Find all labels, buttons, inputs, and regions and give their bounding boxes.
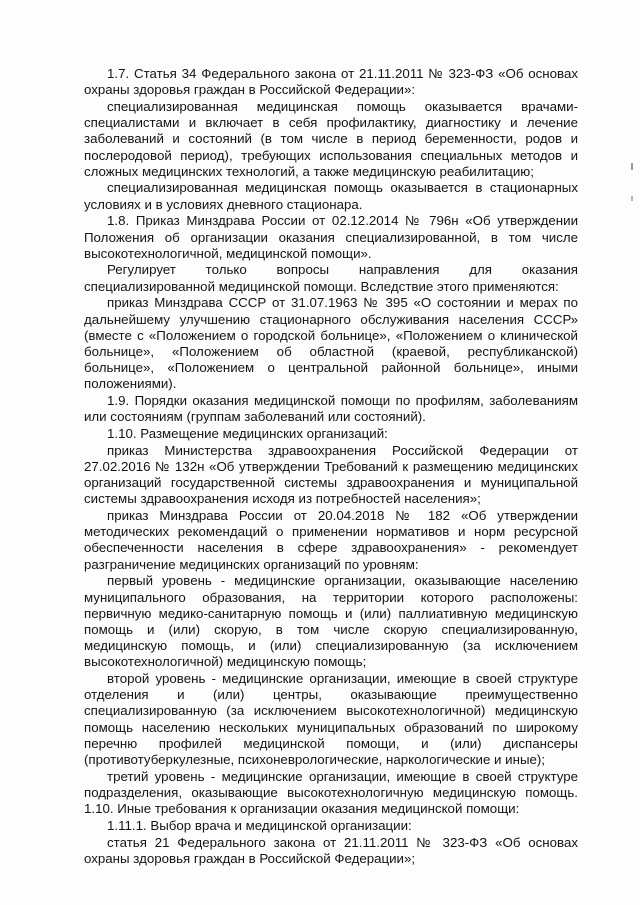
paragraph: Регулирует только вопросы направления для оказания специализированной медицинской помощи. Вследствие этого применяются: [84, 262, 578, 294]
scan-mark [631, 163, 633, 170]
document-body [84, 66, 578, 867]
paragraph: статья 21 Федерального закона от 21.11.2011 № 323-ФЗ «Об основах охраны здоровья граждан в Российской Федерации»; [84, 834, 578, 866]
paragraph: приказ Минздрава России от 20.04.2018 № 182 «Об утверждении методических рекомендаций о применении нормативов и норм ресурсной обеспеченности населения в сфере здравоохранения» - рекомендует разграничение медицинских организаций по уровням: [84, 507, 578, 572]
paragraph: 1.11.1. Выбор врача и медицинской организации: [107, 817, 412, 833]
paragraph: приказ Минздрава СССР от 31.07.1963 № 395 «О состоянии и мерах по дальнейшему улучшению стационарного обслуживания населения СССР» (вместе с «Положением о городской больнице», «Положением о клинической больнице», «Положением об областной (краевой, республиканской) больнице», «Положением о центральной районной больнице», иными положениями). [84, 295, 578, 392]
paragraph: приказ Министерства здравоохранения Российской Федерации от 27.02.2016 № 132н «Об утверждении Требований к размещению медицинских организаций государственной системы здравоохранения и муниципальной системы здравоохранения исходя из потребностей населения»; [84, 442, 578, 507]
paragraph: 1.9. Порядки оказания медицинской помощи по профилям, заболеваниям или состояниям (группам заболеваний или состояний). [84, 393, 578, 425]
paragraph: 1.7. Статья 34 Федерального закона от 21.11.2011 № 323-ФЗ «Об основах охраны здоровья граждан в Российской Федерации»: [84, 66, 578, 98]
paragraph: третий уровень - медицинские организации, имеющие в своей структуре подразделения, оказывающие высокотехнологичную медицинскую помощь. 1.10. Иные требования к организации оказания медицинской помощи: [84, 768, 578, 817]
paragraph: 1.10. Размещение медицинских организаций: [107, 425, 388, 441]
scan-mark [631, 196, 633, 201]
paragraph: второй уровень - медицинские организации, имеющие в своей структуре отделения и (или) центры, оказывающие преимущественно специализированную (за исключением высокотехнологичной) медицинскую помощь населению нескольких муниципальных образований по широкому перечню профилей медицинской помощи, и (или) диспансеры (противотуберкулезные, психоневрологические, наркологические и иные); [84, 671, 578, 768]
paragraph: специализированная медицинская помощь оказывается врачами-специалистами и включает в себя профилактику, диагностику и лечение заболеваний и состояний (в том числе в период беременности, родов и послеродовой период), требующих использования специальных методов и сложных медицинских технологий, а также медицинскую реабилитацию; [84, 98, 578, 179]
paragraph: 1.8. Приказ Минздрава России от 02.12.2014 № 796н «Об утверждении Положения об организации оказания специализированной, в том числе высокотехнологичной, медицинской помощи». [84, 213, 578, 261]
paragraph: первый уровень - медицинские организации, оказывающие населению муниципального образования, на территории которого расположены: первичную медико-санитарную помощь и (или) паллиативную медицинскую помощь и (или) скорую, в том числе скорую специализированную, медицинскую помощь, и (или) специализированную (за исключением высокотехнологичной) медицинскую помощь; [84, 573, 578, 670]
paragraph: специализированная медицинская помощь оказывается в стационарных условиях и в условиях дневного стационара. [84, 180, 578, 212]
